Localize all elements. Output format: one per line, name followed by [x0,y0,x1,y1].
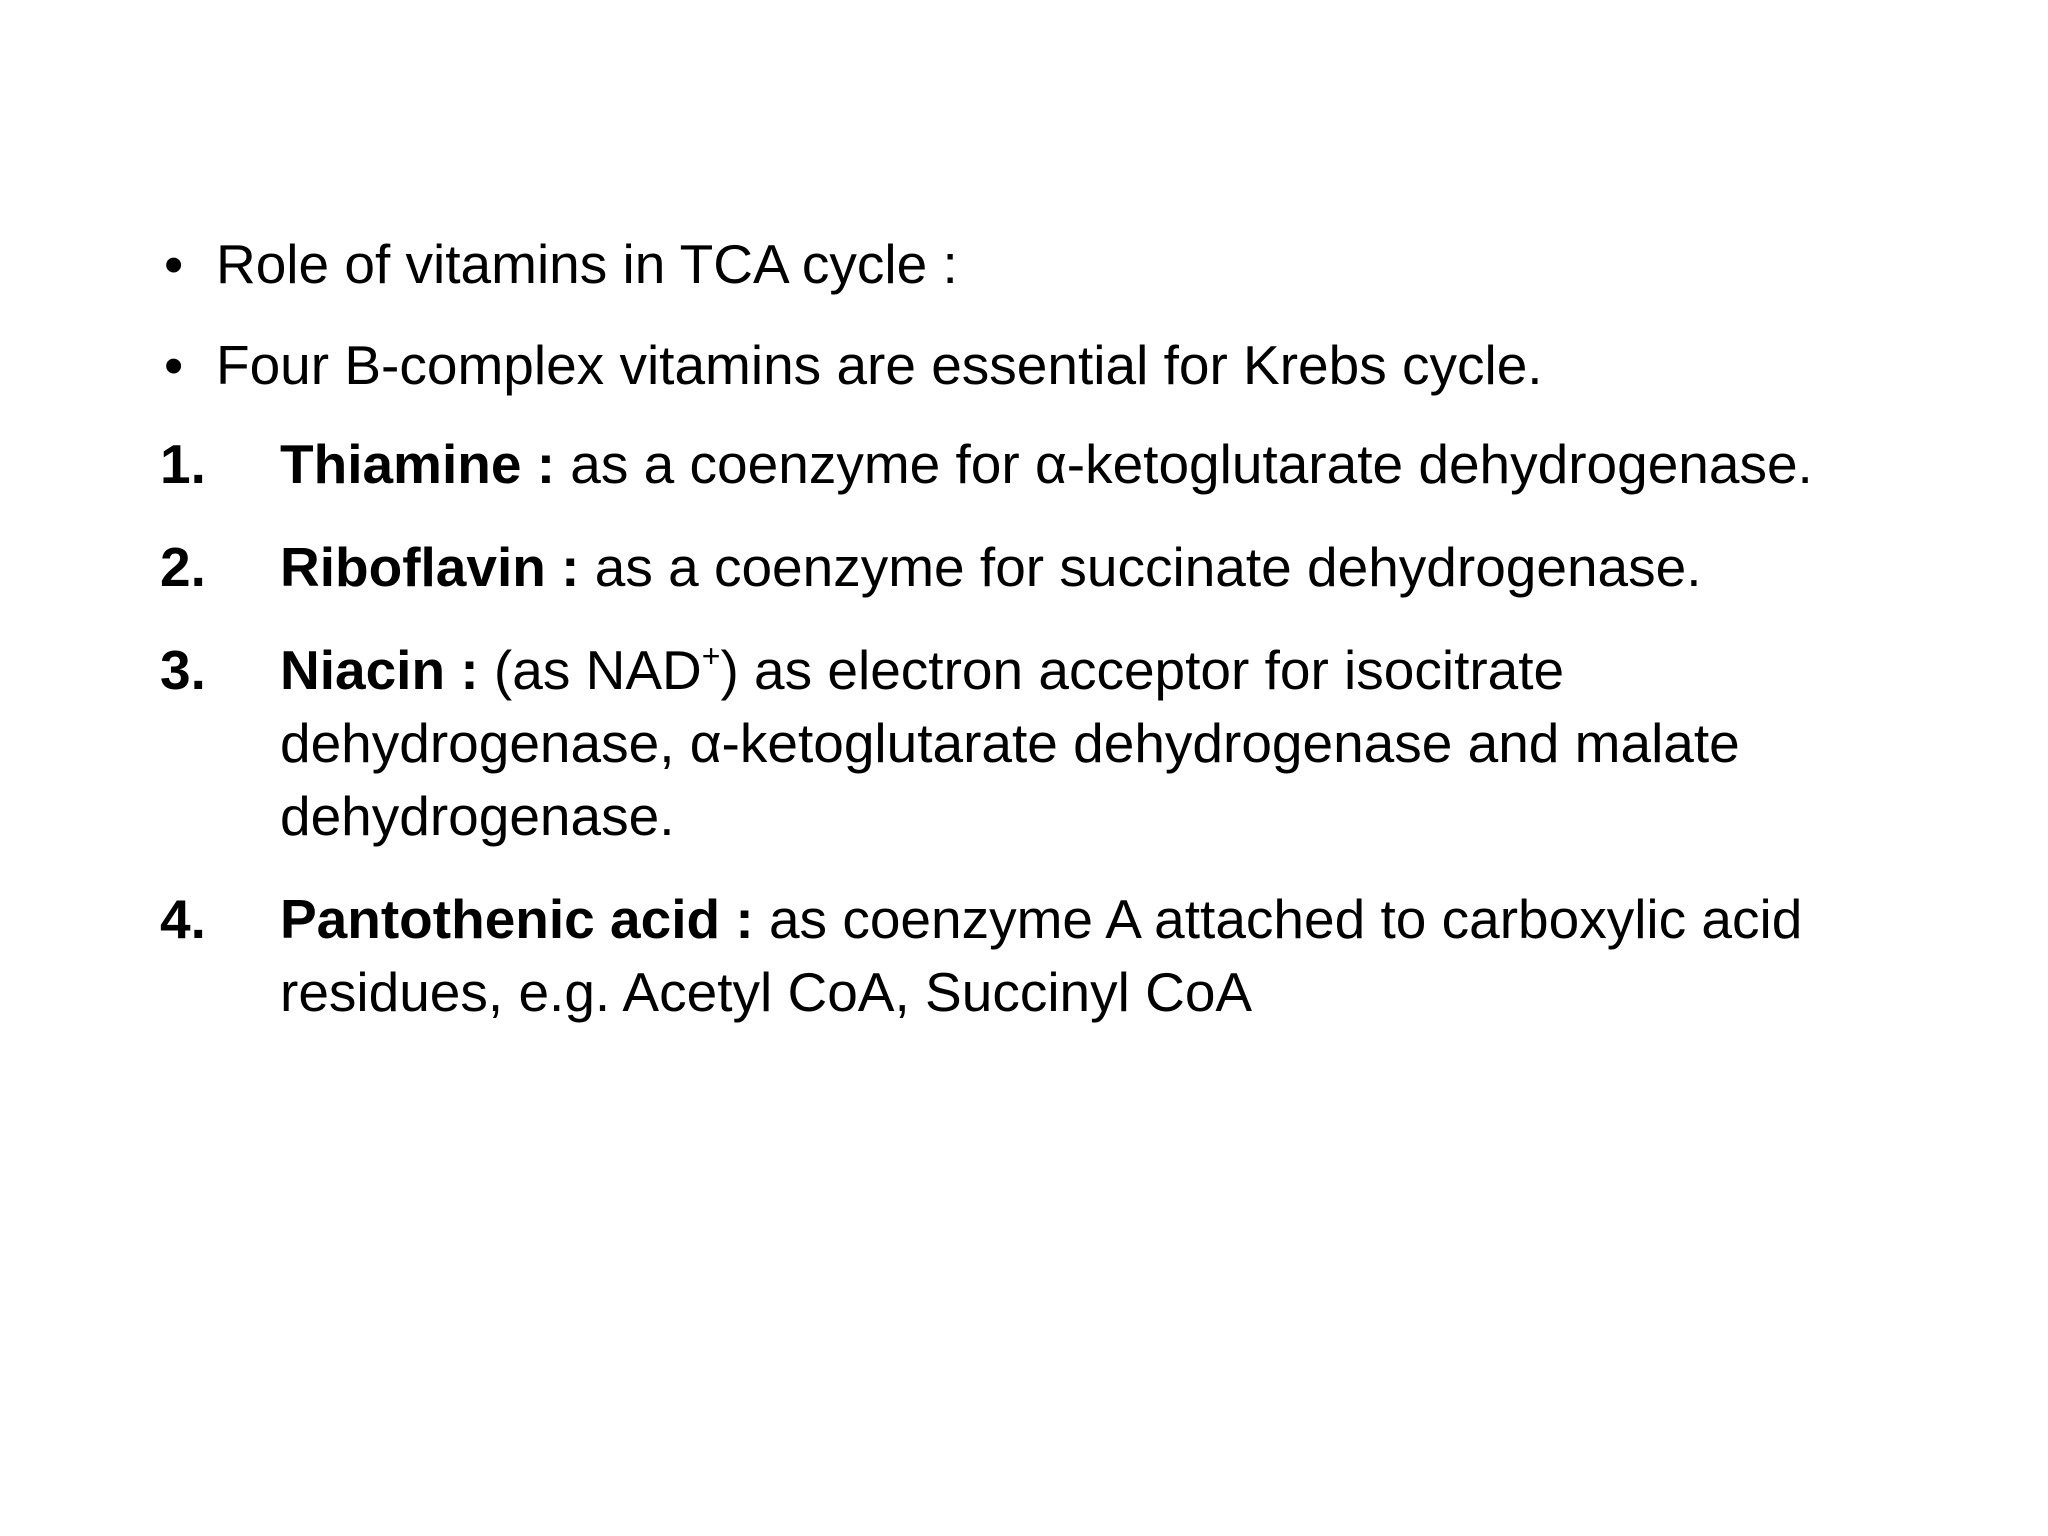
item-description-start: (as NAD [478,639,702,701]
item-number: 2. [160,536,206,598]
item-description: as coenzyme A attached to carboxylic acid residues, e.g. Acetyl CoA, Succinyl CoA [280,888,1803,1023]
numbered-item-riboflavin [160,531,1920,604]
bullet-marker: • [164,233,184,295]
item-term: Niacin : [280,639,479,701]
superscript-plus: + [701,638,721,674]
item-term: Riboflavin : [280,536,580,598]
item-description-end: ) as electron acceptor for isocitrate dehydrogenase, α-ketoglutarate dehydrogenase and malate dehydrogenase. [280,639,1740,847]
item-number: 3. [160,639,206,701]
numbered-item-niacin [160,634,1920,853]
numbered-item-pantothenic-acid [160,883,1920,1029]
numbered-item-thiamine [160,428,1920,501]
item-description: as a coenzyme for succinate dehydrogenase. [579,536,1702,598]
bullet-marker: • [164,334,184,396]
item-term: Pantothenic acid : [280,888,754,950]
bullet-text: Role of vitamins in TCA cycle : [216,233,958,295]
item-description: as a coenzyme for α-ketoglutarate dehydrogenase. [555,433,1813,495]
slide-content [160,226,1920,1059]
bullet-item [160,327,1920,403]
item-number: 4. [160,888,206,950]
bullet-item [160,226,1920,302]
item-number: 1. [160,433,206,495]
bullet-text: Four B-complex vitamins are essential for Krebs cycle. [216,334,1543,396]
item-term: Thiamine : [280,433,556,495]
